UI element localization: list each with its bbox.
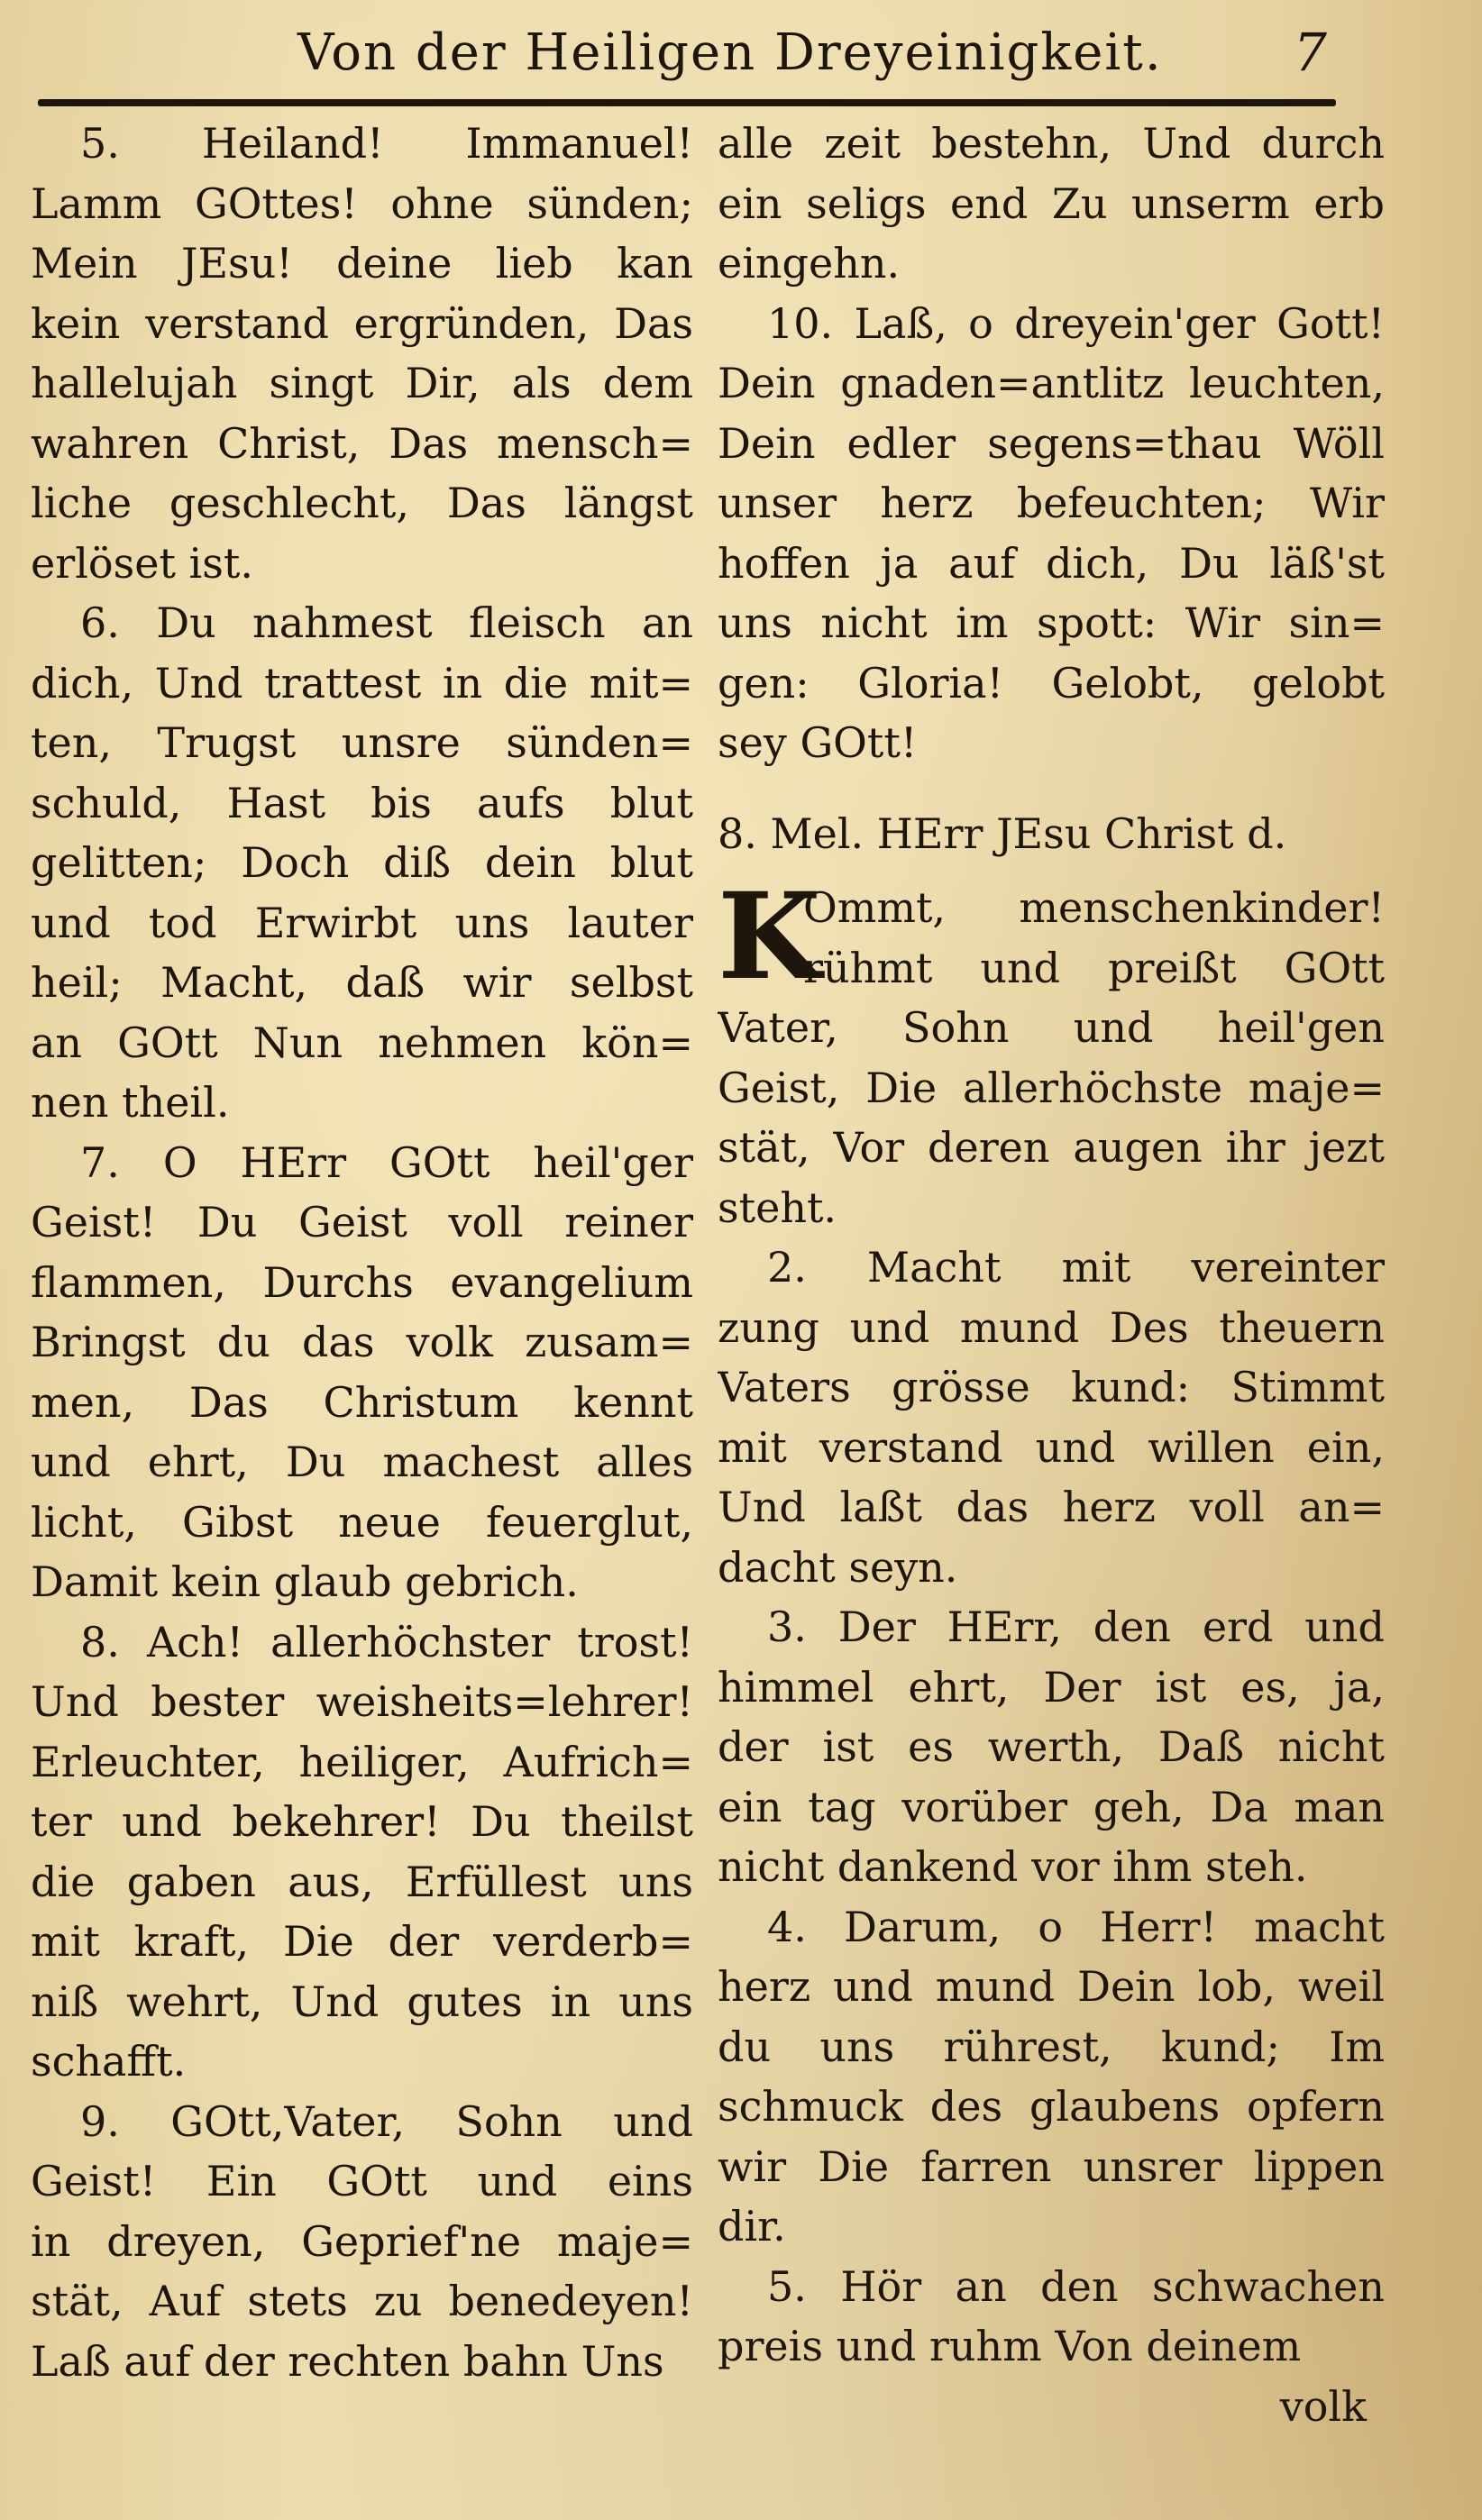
running-title: Von der Heiligen Dreyeinigkeit. (297, 23, 1163, 82)
text-line: und tod Erwirbt uns lauter (31, 898, 693, 947)
right-column (718, 114, 1385, 2436)
text-line: flammen, Durchs evangelium (31, 1257, 693, 1307)
text-line: niß wehrt, Und gutes in uns (31, 1977, 693, 2026)
text-line: Und bester weisheits=lehrer! (31, 1677, 693, 1726)
text-line: eingehn. (718, 239, 901, 288)
text-line: Und laßt das herz voll an= (718, 1483, 1385, 1531)
text-line: hoffen ja auf dich, Du läß'st (718, 538, 1385, 588)
text-line: an GOtt Nun nehmen kön= (31, 1018, 693, 1067)
text-line: Dein edler segens=thau Wöll (718, 418, 1385, 468)
text-line: Ommt, menschenkinder! (803, 883, 1385, 932)
text-line: mit verstand und willen ein, (718, 1422, 1385, 1472)
text-line: 3. Der HErr, den erd und (767, 1602, 1385, 1651)
text-line: der ist es werth, Daß nicht (718, 1722, 1385, 1771)
text-line: Damit kein glaub gebrich. (31, 1557, 579, 1606)
text-line: Vater, Sohn und heil'gen (718, 1003, 1385, 1052)
hymn-8-text (718, 867, 1385, 2377)
text-line: wir Die farren unsrer lippen (718, 2141, 1385, 2191)
text-line: in dreyen, Geprief'ne maje= (31, 2216, 693, 2266)
text-line: ter und bekehrer! Du theilst (31, 1797, 693, 1846)
text-line: dacht seyn. (718, 1542, 958, 1592)
header-rule (38, 99, 1336, 106)
drop-cap: K (718, 867, 821, 1007)
text-line: unser herz befeuchten; Wir (718, 479, 1385, 527)
text-line: sey GOtt! (718, 718, 918, 767)
text-line: ten, Trugst unsre sünden= (31, 718, 693, 767)
text-line: gelitten; Doch diß dein blut (31, 838, 693, 887)
text-line: 4. Darum, o Herr! macht (767, 1902, 1385, 1951)
text-line: himmel ehrt, Der ist es, ja, (718, 1662, 1385, 1712)
text-line: schafft. (31, 2037, 187, 2086)
text-line: dich, Und trattest in die mit= (31, 658, 693, 708)
text-line: uns nicht im spott: Wir sin= (718, 598, 1385, 647)
text-line: kein verstand ergründen, Das (31, 298, 693, 348)
text-line: schmuck des glaubens opfern (718, 2082, 1385, 2131)
text-line: Erleuchter, heiliger, Aufrich= (31, 1737, 693, 1786)
text-line: nicht dankend vor ihm steh. (718, 1842, 1308, 1891)
right-column-top-lines (718, 114, 1385, 773)
text-line: rühmt und preißt GOtt (803, 943, 1385, 992)
text-line: men, Das Christum kennt (31, 1377, 693, 1427)
text-line: ein tag vorüber geh, Da man (718, 1782, 1385, 1831)
text-line: nen theil. (31, 1078, 230, 1127)
text-line: Lamm GOttes! ohne sünden; (31, 178, 693, 228)
text-line: die gaben aus, Erfüllest uns (31, 1857, 693, 1906)
text-line: Laß auf der rechten bahn Uns (31, 2336, 664, 2386)
text-line: 5. Heiland! Immanuel! (80, 119, 693, 168)
text-line: Bringst du das volk zusam= (31, 1318, 693, 1366)
page-number: 7 (1294, 22, 1327, 83)
text-line: 6. Du nahmest fleisch an (80, 598, 693, 647)
text-line: stät, Auf stets zu benedeyen! (31, 2277, 693, 2325)
text-line: 9. GOtt,Vater, Sohn und (80, 2096, 693, 2146)
text-line: schuld, Hast bis aufs blut (31, 778, 693, 827)
text-line: Dein gnaden=antlitz leuchten, (718, 359, 1385, 407)
text-line: mit kraft, Die der verderb= (31, 1917, 693, 1966)
text-line: alle zeit bestehn, Und durch (718, 119, 1385, 168)
text-line: zung und mund Des theuern (718, 1302, 1385, 1352)
melody-heading: 8. Mel. HErr JEsu Christ d. (718, 808, 1287, 858)
page-header (36, 20, 1370, 92)
text-line: 7. O HErr GOtt heil'ger (80, 1137, 693, 1187)
text-line: dir. (718, 2202, 786, 2251)
text-line: stät, Vor deren augen ihr jezt (718, 1123, 1385, 1172)
text-line: gen: Gloria! Gelobt, gelobt (718, 658, 1385, 708)
left-column (31, 114, 693, 2391)
text-line: wahren Christ, Das mensch= (31, 418, 693, 468)
text-line: steht. (718, 1182, 837, 1232)
text-line: Mein JEsu! deine lieb kan (31, 239, 693, 288)
text-line: du uns rührest, kund; Im (718, 2022, 1385, 2071)
text-line: Geist! Ein GOtt und eins (31, 2157, 693, 2205)
text-line: 2. Macht mit vereinter (767, 1243, 1385, 1292)
text-line: ein seligs end Zu unserm erb (718, 178, 1385, 228)
text-line: Geist! Du Geist voll reiner (31, 1198, 693, 1246)
text-line: heil; Macht, daß wir selbst (31, 958, 693, 1007)
text-line: preis und ruhm Von deinem (718, 2322, 1302, 2370)
text-line: Geist, Die allerhöchste maje= (718, 1063, 1385, 1112)
text-line: erlöset ist. (31, 538, 253, 588)
text-line: liche geschlecht, Das längst (31, 479, 693, 527)
text-line: 5. Hör an den schwachen (767, 2261, 1385, 2311)
text-line: herz und mund Dein lob, weil (718, 1962, 1385, 2011)
catchword: volk (1279, 2381, 1367, 2431)
text-line: hallelujah singt Dir, als dem (31, 359, 693, 407)
text-line: und ehrt, Du machest alles (31, 1438, 693, 1486)
text-line: 8. Ach! allerhöchster trost! (80, 1617, 693, 1666)
text-line: Vaters grösse kund: Stimmt (718, 1363, 1385, 1411)
text-line: 10. Laß, o dreyein'ger Gott! (767, 298, 1385, 348)
text-line: licht, Gibst neue feuerglut, (31, 1497, 693, 1547)
